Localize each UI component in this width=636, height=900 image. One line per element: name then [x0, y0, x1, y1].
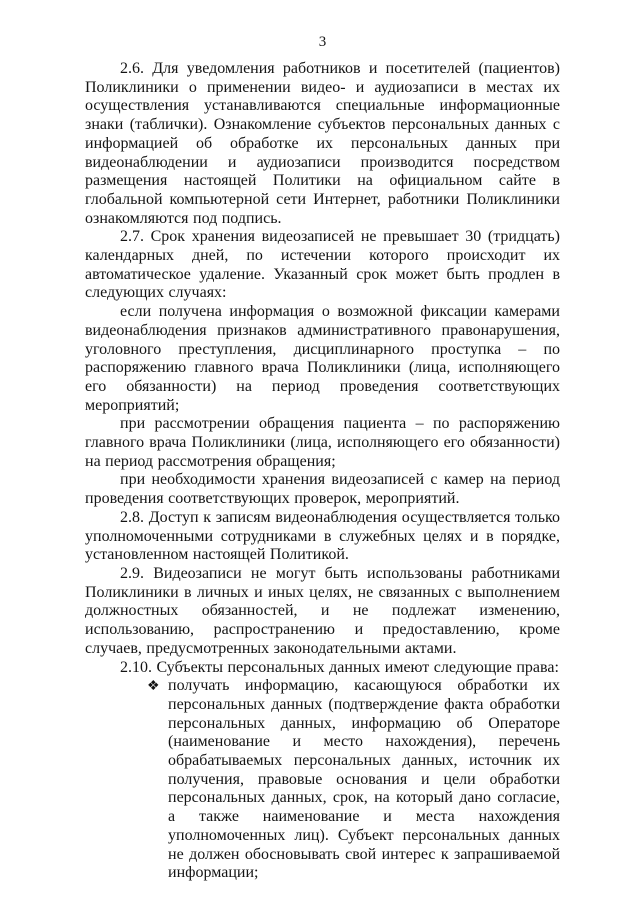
- paragraph-2-9: 2.9. Видеозаписи не могут быть использованы работниками Поликлиники в личных и иных целях, не связанных с выполнением должностных обязанностей, и не подлежат изменению, использованию, распространению и предоставлению, кроме случаев, предусмотренных законодательными актами.: [85, 564, 560, 657]
- paragraph-2-6: 2.6. Для уведомления работников и посетителей (пациентов) Поликлиники о применении видео- и аудиозаписи в местах их осуществления устанавливаются специальные информационные знаки (таблички). Ознакомление субъектов персональных данных с информацией об обработке их персональных данных при видеонаблюдении и аудиозаписи производится посредством размещения настоящей Политики на официальном сайте в глобальной компьютерной сети Интернет, работники Поликлиники ознакомляются под подпись.: [85, 60, 560, 227]
- paragraph-2-10: 2.10. Субъекты персональных данных имеют следующие права:: [120, 658, 559, 676]
- page-number: 3: [318, 34, 327, 50]
- bullet-list-item: [147, 677, 560, 883]
- diamond-bullet-icon: ❖: [147, 679, 160, 695]
- paragraph-2-8: 2.8. Доступ к записям видеонаблюдения осуществляется только уполномоченными сотрудниками в служебных целях и в порядке, установленном настоящей Политикой.: [85, 508, 560, 564]
- subparagraph-fixation-case: если получена информация о возможной фиксации камерами видеонаблюдения признаков административного правонарушения, уголовного преступления, дисциплинарного проступка – по распоряжению главного врача Поликлиники (лица, исполняющего его обязанности) на период проведения соответствующих мероприятий;: [85, 303, 560, 414]
- subparagraph-patient-appeal-case: при рассмотрении обращения пациента – по распоряжению главного врача Поликлиники (лица, исполняющего его обязанности) на период рассмотрения обращения;: [85, 415, 560, 470]
- paragraph-2-7: 2.7. Срок хранения видеозаписей не превышает 30 (тридцать) календарных дней, по истечении которого происходит их автоматическое удаление. Указанный срок может быть продлен в следующих случаях:: [85, 228, 560, 302]
- document-body: [85, 60, 560, 883]
- subparagraph-storage-necessity-case: при необходимости хранения видеозаписей с камер на период проведения соответствующих проверок, мероприятий.: [85, 471, 560, 508]
- bullet-item-text: получать информацию, касающуюся обработки их персональных данных (подтверждение факта обработки персональных данных, информацию об Операторе (наименование и место нахождения), перечень обрабатываемых персональных данных, источник их получения, правовые основания и цели обработки персональных данных, срок, на который дано согласие, а также наименование и места нахождения уполномоченных лиц). Субъект персональных данных не должен обосновывать свой интерес к запрашиваемой информации;: [168, 677, 560, 882]
